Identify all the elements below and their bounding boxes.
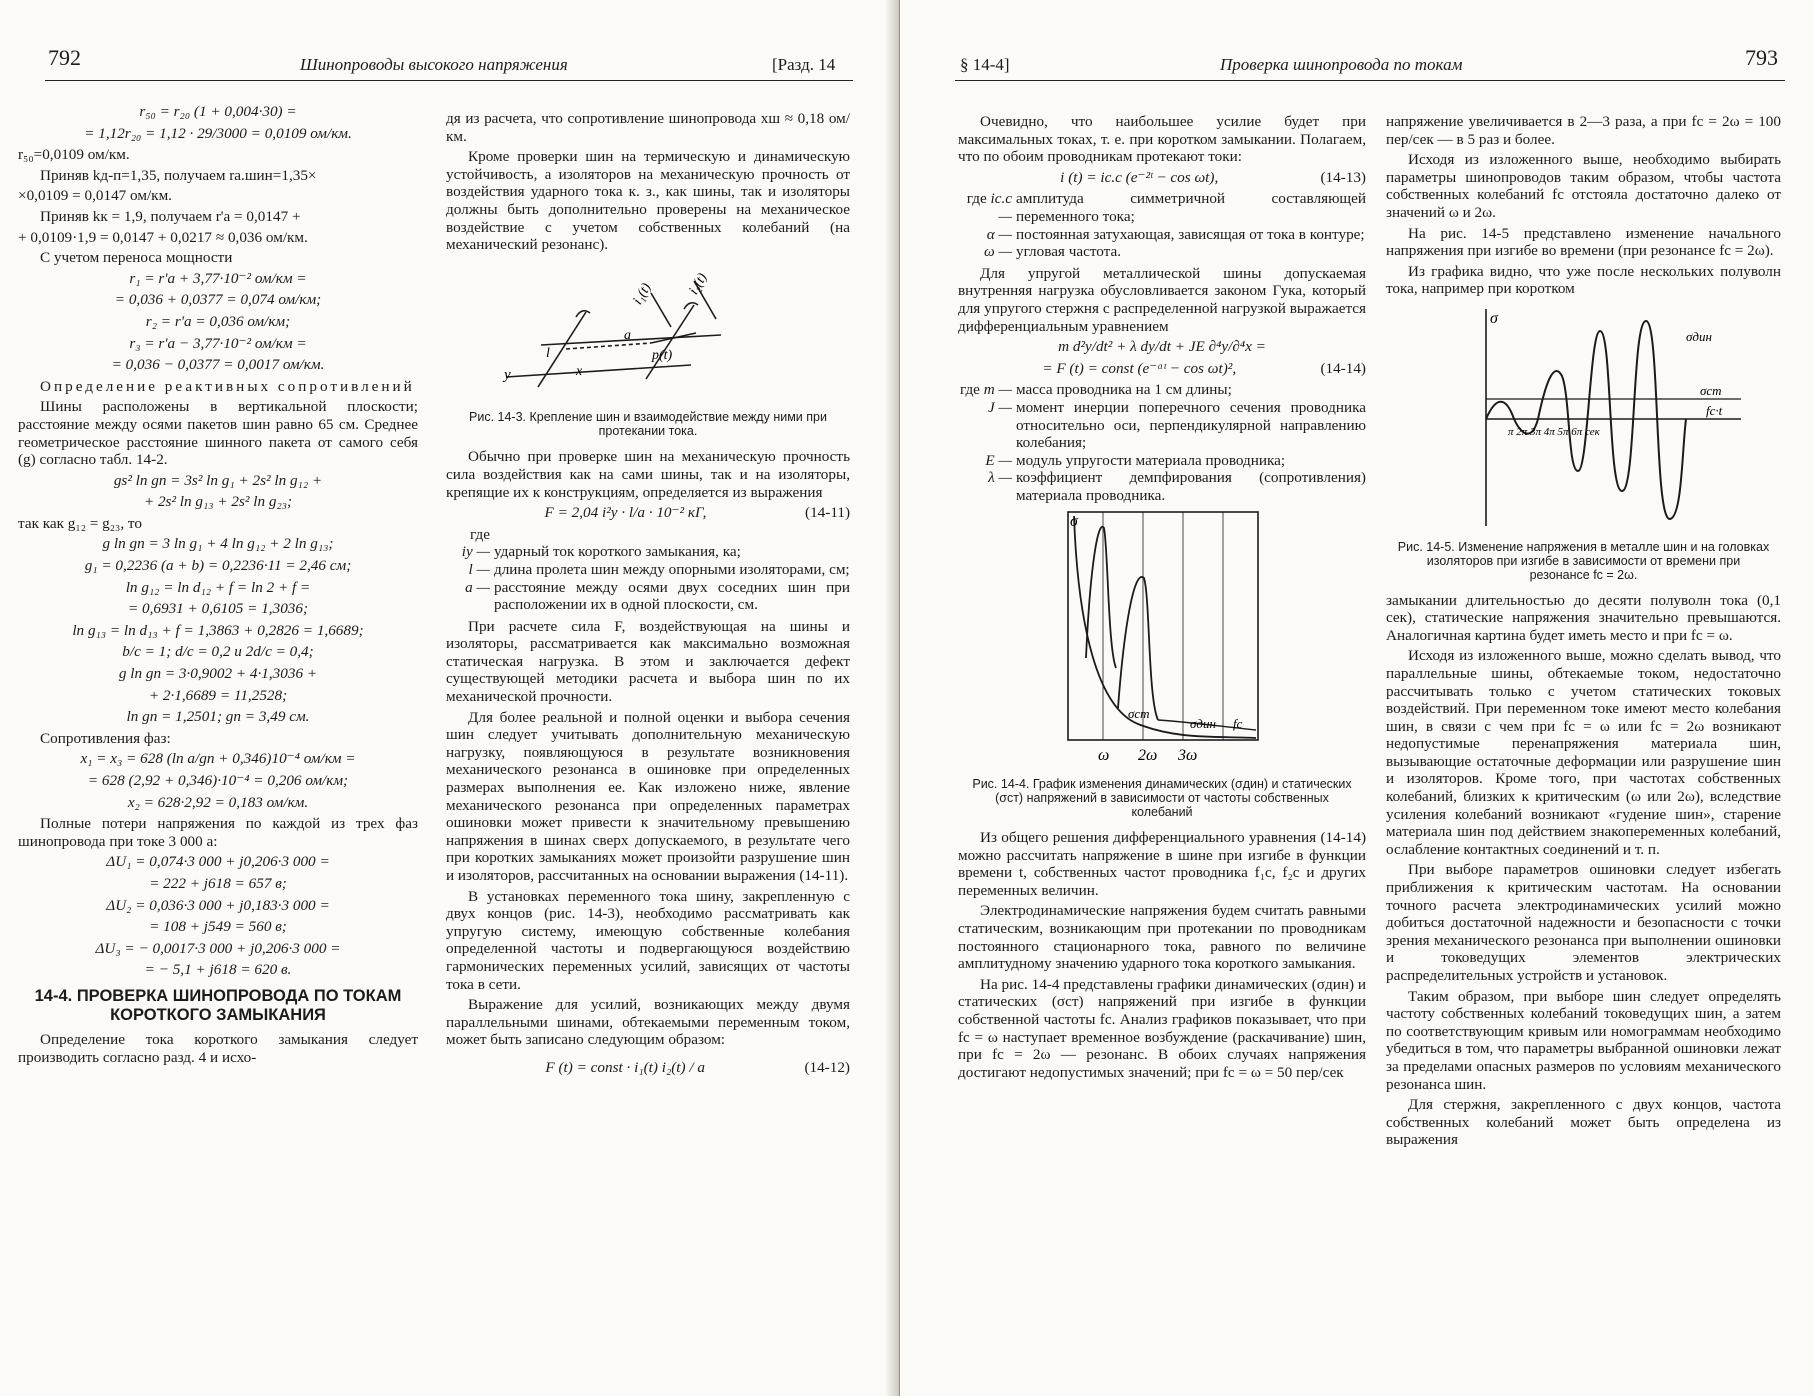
equation: g ln gп = 3·0,9002 + 4·1,3036 + [118, 665, 318, 683]
figure-14-5-stress-vs-time [1386, 301, 1781, 531]
equation: = − 5,1 + j618 = 620 в. [144, 961, 292, 979]
definition-symbol: l — [468, 560, 490, 578]
label-a: a [624, 327, 631, 343]
left-column-2 [446, 110, 850, 1081]
header-rule [955, 80, 1785, 81]
right-column-2 [1386, 113, 1781, 1152]
left-page [0, 0, 900, 1396]
paragraph: При выборе параметров ошиновки следует избегать приближения к критическим частотам. На основании точного расчета электродинамических усилий можно добиться достаточной надежности и безопасности с точки зрения механического резонанса при выполнении ошиновки и токоведущих элементов электрических распределительных устройств и установок. [1386, 861, 1781, 984]
equation-body: F (t) = const · i₁(t) i₂(t) / a [545, 1058, 705, 1076]
label-i2: i₂(t) [686, 270, 711, 298]
figure-caption: Рис. 14-5. Изменение напряжения в металле шин и на головках изоляторов при изгибе в зависимости от времени при резонансе fc = 2ω. [1397, 539, 1770, 582]
equation: r₃ = r'а − 3,77·10⁻² ом/км = [129, 334, 307, 352]
paragraph: замыкании длительностью до десяти полуволн тока (0,1 сек), статические напряжения значительно превышаются. Аналогичная картина будет иметь место и при fc = ω. [1386, 591, 1781, 644]
equation: ln g₁₂ = ln d₁₂ + f = ln 2 + f = [125, 578, 311, 596]
label-sigma-st: σст [1700, 382, 1722, 398]
paragraph: Очевидно, что наибольшее усилие будет при максимальных токах, т. е. при коротком замыкании. Полагаем, что по обоим проводникам протекают токи: [958, 113, 1366, 166]
definition-text: момент инерции поперечного сечения проводника относительно оси, перпендикулярной направлению колебания; [1016, 398, 1366, 452]
paragraph: Кроме проверки шин на термическую и динамическую устойчивость, а изоляторов на механическую прочность от воздействия ударного тока к. з., как шины, так и изоляторы должны быть дополнительно проверены на механическое воздействие с учетом собственных колебаний (на механический резонанс). [446, 148, 850, 254]
label-l: l [546, 345, 550, 361]
definition-symbol [958, 381, 1016, 399]
equation: r₁ = r'а + 3,77·10⁻² ом/км = [129, 269, 307, 287]
equation [958, 360, 1366, 378]
curve-static-stress [1074, 516, 1256, 738]
text-line: Приняв kк = 1,9, получаем r'а = 0,0147 + [40, 207, 301, 225]
equation: = 108 + j549 = 560 в; [149, 918, 287, 936]
definition-row [958, 381, 1366, 399]
equation-number: (14-12) [804, 1058, 850, 1076]
definition-text: длина пролета шин между опорными изоляторами, см; [494, 560, 850, 578]
paragraph: При расчете сила F, воздействующая на шины и изоляторы, рассматривается как максимально возможная статическая нагрузка. В этом и заключается дефект существующей методики расчета и выбора шин по их механической прочности. [446, 617, 850, 706]
equation: ΔU₂ = 0,036·3 000 + j0,183·3 000 = [106, 896, 330, 914]
paragraph: В установках переменного тока шину, закрепленную с двух концов (рис. 14-3), необходимо рассматривать как упругую систему, имеющую собственные колебания определенной частоты и подвергающуюся воздействию гармонических переменных усилий, зависящих от частоты тока в сети. [446, 887, 850, 993]
definition-symbol-text: m — [983, 381, 1012, 399]
definition-row [958, 226, 1366, 244]
equation: = 0,036 + 0,0377 = 0,074 ом/км; [114, 291, 322, 309]
definition-symbol: J — [987, 398, 1012, 416]
definition-text: масса проводника на 1 см длины; [1016, 381, 1232, 399]
current-arrow-1 [651, 293, 671, 327]
paragraph: Исходя из изложенного выше, можно сделать вывод, что параллельные шины, обтекаемые током, недостаточно рассчитывать только с учетом статических токовых воздействий. При переменном токе имеют место колебания шин, в связи с чем при fc = ω или fc = 2ω возникают недопустимые перенапряжения материала шин, вызывающие остаточные деформации или разрушение шин и изоляторов. Кроме того, при частотах собственных колебаний, близких к критическим (ω или 2ω), вследствие усиления колебаний возникают «гудение шин», старение материала шин под действием знакопеременных колебаний, ослабление контактных соединений и т. п. [1386, 647, 1781, 858]
label-fc: fc [1233, 716, 1243, 732]
equation: + 2·1,6689 = 11,2528; [148, 686, 288, 704]
text-line: ×0,0109 = 0,0147 ом/км. [18, 187, 172, 205]
equation-body: F = 2,04 i²у · l/a · 10⁻² кГ, [544, 504, 707, 522]
figure-caption: Рис. 14-4. График изменения динамических (σдин) и статических (σст) напряжений в зависимости от частоты собственных колебаний [972, 777, 1352, 820]
paragraph: Определение тока короткого замыкания следует производить согласно разд. 4 и исхо- [18, 1030, 418, 1066]
equation: = 222 + j618 = 657 в; [149, 874, 287, 892]
paragraph: Выражение для усилий, возникающих между двумя параллельными шинами, обтекаемыми переменным током, может быть записано следующим образом: [446, 996, 850, 1049]
definition-lead: где [959, 381, 980, 399]
definition-lead: где [966, 190, 987, 208]
equation: = 1,12r₂₀ = 1,12 · 29/3000 = 0,0109 ом/км. [84, 124, 352, 142]
label-fc-t: fc·t [1706, 402, 1723, 418]
paragraph: Полные потери напряжения по каждой из трех фаз шинопровода при токе 3 000 а: [18, 815, 418, 850]
definition-row [446, 579, 850, 614]
left-column-1 [18, 100, 418, 1069]
equation: ln g₁₃ = ln d₁₃ + f = 1,3863 + 0,2826 = 1,6689; [72, 621, 364, 639]
paragraph: На рис. 14-5 представлено изменение начального напряжения при изгибе во времени (при резонансе fc = 2ω). [1386, 224, 1781, 260]
definition-row [958, 452, 1366, 470]
equation: + 2s² ln g₁₃ + 2s² ln g₂₃; [143, 493, 293, 511]
span-dim [566, 343, 651, 349]
definition-text: угловая частота. [1016, 243, 1122, 261]
paragraph: напряжение увеличивается в 2—3 раза, а при fc = 2ω = 100 пер/сек — в 5 раз и более. [1386, 113, 1781, 148]
tick-label-3w: 3ω [1178, 747, 1198, 765]
paragraph: дя из расчета, что сопротивление шинопровода xш ≈ 0,18 ом/км. [446, 110, 850, 145]
definition-symbol: iу — [461, 543, 490, 561]
equation: r₂ = r'а = 0,036 ом/км; [145, 312, 291, 330]
definition-text: ударный ток короткого замыкания, ка; [494, 543, 741, 561]
equation: m d²y/dt² + λ dy/dt + JE ∂⁴y/∂⁴x = [1058, 338, 1266, 356]
definition-text: модуль упругости материала проводника; [1016, 451, 1286, 469]
label-sigma-din: σдин [1686, 328, 1712, 344]
definition-row [958, 469, 1366, 504]
tick-labels-time: π 2π 3π 4π 5π 6π сек [1508, 425, 1600, 438]
definition-symbol: ω — [983, 243, 1012, 261]
definition-row [446, 526, 850, 544]
equation: ln gп = 1,2501; gп = 3,49 см. [126, 708, 310, 726]
section-ref: § 14-4] [960, 55, 1010, 74]
definition-row [958, 243, 1366, 261]
equation [446, 1059, 850, 1077]
definition-list [446, 526, 850, 614]
definition-row [446, 543, 850, 561]
section-ref: [Разд. 14 [772, 55, 836, 74]
equation: = 628 (2,92 + 0,346)·10⁻⁴ = 0,206 ом/км; [87, 772, 349, 789]
paragraph: Шины расположены в вертикальной плоскости; расстояние между осями пакетов шин равно 65 см. Среднее геометрическое расстояние шинного пакета от самого себя (g) согласно табл. 14-2. [18, 398, 418, 469]
definition-symbol: a — [465, 578, 490, 596]
definition-symbol-text: ic.c — [990, 190, 1012, 225]
definition-symbol: α — [986, 225, 1012, 243]
equation: x₁ = x₃ = 628 (ln a/gп + 0,346)10⁻⁴ ом/км = [80, 750, 356, 768]
paragraph: На рис. 14-4 представлены графики динамических (σдин) и статических (σст) напряжений при изгибе в функции собственной частоты fc. Анализ графиков показывает, что при fc = ω наступает временное возбуждение (раскачивание) шин, при fc = 2ω — резонанс. В обоих случаях напряжения достигают недопустимых значений; при fc = ω = 50 пер/сек [958, 975, 1366, 1081]
label-sigma-din: σдин [1190, 716, 1216, 732]
equation: ΔU₁ = 0,074·3 000 + j0,206·3 000 = [106, 853, 330, 871]
definition-row [958, 190, 1366, 225]
text-line: + 0,0109·1,9 = 0,0147 + 0,0217 ≈ 0,036 ом/км. [18, 228, 308, 246]
text-line: Приняв kд-п=1,35, получаем rа.шин=1,35× [40, 166, 317, 184]
paragraph: Обычно при проверке шин на механическую прочность сила воздействия как на сами шины, так и на изоляторы, крепящие их к конструкциям, определяется из выражения [446, 448, 850, 501]
text-line: С учетом переноса мощности [40, 249, 233, 267]
equation-number: (14-14) [1320, 359, 1366, 377]
equation: = 0,036 − 0,0377 = 0,0017 ом/км. [111, 356, 325, 374]
running-head: Проверка шинопровода по токам [1220, 55, 1463, 74]
figure-14-3-busbar-mount [446, 257, 850, 402]
label-p: p(t) [652, 347, 673, 363]
definition-row [446, 561, 850, 579]
definition-list [958, 381, 1366, 504]
equation: gs² ln gп = 3s² ln g₁ + 2s² ln g₁₂ + [113, 471, 323, 489]
definition-list [958, 190, 1366, 260]
equation: g₁ = 0,2236 (a + b) = 0,2236·11 = 2,46 см; [84, 557, 352, 575]
curve-dynamic-peak-2 [1118, 577, 1158, 720]
definition-row [958, 399, 1366, 452]
paragraph: Для упругой металлической шины допускаемая внутренняя нагрузка обусловливается законом Гука, который для упругого стержня с распределенной нагрузкой выражается дифференциальным уравнением [958, 264, 1366, 335]
equation [958, 169, 1366, 187]
equation-body: i (t) = ic.c (e⁻²ᵗ − cos ωt), [1060, 168, 1219, 186]
paragraph: Из общего решения дифференциального уравнения (14-14) можно рассчитать напряжение в шине при изгибе в функции времени t, собственных частот проводника f₁c, f₂c и других переменных величин. [958, 829, 1366, 899]
insulator-hatch [684, 303, 698, 309]
equation: = 0,6931 + 0,6105 = 1,3036; [127, 600, 309, 618]
label-sigma-st: σст [1128, 706, 1150, 722]
right-page [900, 0, 1813, 1396]
definition-text: постоянная затухающая, зависящая от тока в контуре; [1016, 225, 1365, 243]
equation-number: (14-11) [805, 504, 850, 522]
definition-text: коэффициент демпфирования (сопротивления) материала проводника. [1016, 469, 1366, 504]
section-heading: 14-4. ПРОВЕРКА ШИНОПРОВОДА ПО ТОКАМ КОРОТКОГО ЗАМЫКАНИЯ [34, 986, 402, 1024]
equation: x₂ = 628·2,92 = 0,183 ом/км. [127, 793, 309, 811]
equation: r₅₀ = r₂₀ (1 + 0,004·30) = [139, 103, 297, 120]
text-line: Сопротивления фаз: [40, 729, 171, 747]
definition-lead: где [470, 525, 490, 543]
definition-symbol: E — [985, 451, 1012, 469]
equation: g ln gп = 3 ln g₁ + 4 ln g₁₂ + 2 ln g₁₃; [102, 535, 334, 553]
page-number: 793 [1745, 45, 1778, 70]
paragraph: Для более реальной и полной оценки и выбора сечения шин следует учитывать дополнительную механическую нагрузку, появляющуюся в результате возникновения механического резонанса в ошиновке при определенных размерах выполнения ее. Как изложено ниже, явление механического резонанса при определенных параметрах ошиновки может привести к значительному превышению напряжения в шинах сверх допускаемого, в результате чего при коротких замыканиях может произойти разрушение шин и изоляторов, рассчитанных на основании выражения (14-11). [446, 708, 850, 884]
axis-label-sigma: σ [1490, 309, 1498, 327]
running-head: Шинопроводы высокого напряжения [300, 55, 568, 74]
bus-bar-1 [506, 365, 691, 377]
definition-symbol: λ — [988, 469, 1012, 487]
paragraph: Таким образом, при выборе шин следует определять частоту собственных колебаний токоведущих шин, а затем по соответствующим кривым или номограммам необходимо убедиться в том, что параметры выбранной ошиновки лежат за пределами опасных размеров по условиям механического резонанса шин. [1386, 987, 1781, 1093]
axis-label-sigma: σ [1070, 513, 1078, 531]
text-line: r₅₀=0,0109 ом/км. [18, 146, 130, 164]
page-number: 792 [48, 45, 81, 70]
paragraph: Из графика видно, что уже после нескольких полуволн тока, например при коротком [1386, 262, 1781, 298]
header-rule [45, 80, 853, 81]
equation: ΔU₃ = − 0,0017·3 000 + j0,206·3 000 = [95, 939, 341, 957]
equation: b/c = 1; d/c = 0,2 и 2d/c = 0,4; [122, 643, 314, 661]
axis-label-y: y [504, 366, 511, 383]
right-column-1 [958, 113, 1366, 1084]
subheading: Определение реактивных сопротивлений [40, 377, 415, 395]
tick-label-2w: 2ω [1138, 747, 1158, 765]
equation-number: (14-13) [1320, 168, 1366, 186]
axis-label-x: x [576, 363, 583, 379]
definition-symbol [958, 190, 1016, 225]
paragraph: Для стержня, закрепленного с двух концов, частота собственных колебаний может быть определена из выражения [1386, 1096, 1781, 1149]
definition-text: расстояние между осями двух соседних шин при расположении их в одной плоскости, см. [494, 578, 850, 614]
tick-label-w: ω [1098, 747, 1110, 765]
curve-stress-time [1486, 321, 1686, 519]
equation [446, 504, 850, 522]
equation-body: = F (t) = const (e⁻ᵅᵗ − cos ωt)², [1042, 359, 1237, 377]
figure-14-4-stress-vs-frequency [958, 508, 1366, 768]
label-i1: i₁(t) [630, 280, 655, 308]
figure-caption: Рис. 14-3. Крепление шин и взаимодействие между ними при протекании тока. [469, 410, 827, 439]
text-line: так как g₁₂ = g₂₃, то [18, 514, 142, 532]
paragraph: Электродинамические напряжения будем считать равными статическим, возникающим при протекании по проводникам постоянного стационарного тока, равного по величине амплитудному значению ударного тока короткого замыкания. [958, 902, 1366, 973]
paragraph: Исходя из изложенного выше, необходимо выбирать параметры шинопроводов таким образом, чтобы частота собственных колебаний fc отстояла достаточно далеко от значений ω и 2ω. [1386, 151, 1781, 221]
definition-text: амплитуда симметричной составляющей переменного тока; [1016, 190, 1366, 225]
